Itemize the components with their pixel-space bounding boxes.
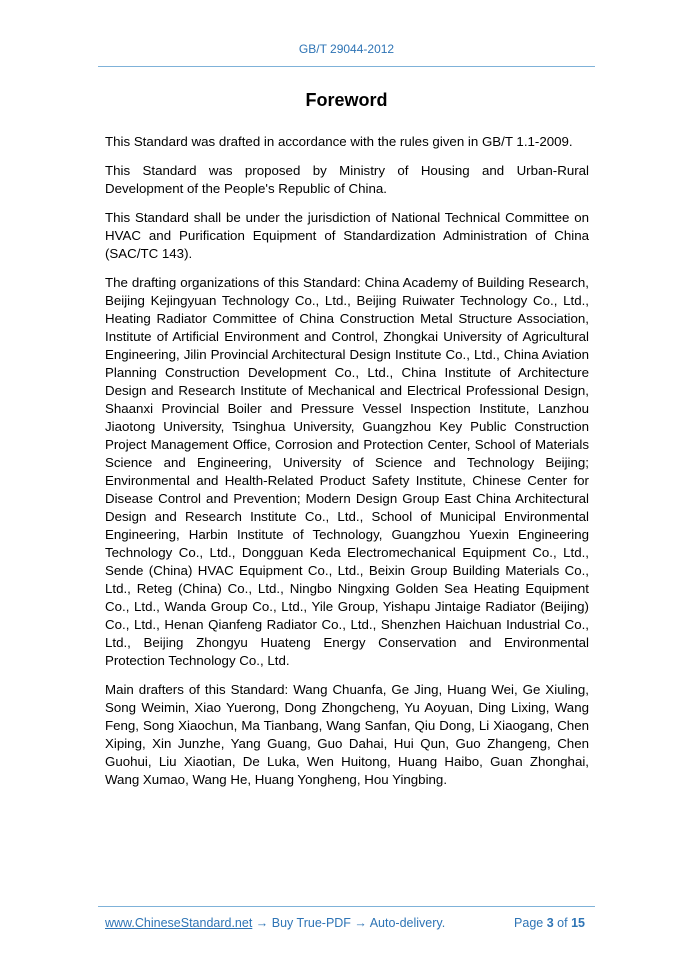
page-total: 15 — [571, 916, 585, 930]
footer-divider — [98, 906, 595, 907]
document-code: GB/T 29044-2012 — [298, 42, 395, 56]
foreword-body — [105, 133, 589, 800]
website-link[interactable]: www.ChineseStandard.net — [105, 916, 253, 930]
page-of: of — [557, 916, 568, 930]
paragraph-drafting-rules: This Standard was drafted in accordance with the rules given in GB/T 1.1-2009. — [105, 134, 573, 149]
page-title: Foreword — [305, 90, 388, 110]
page-number — [514, 916, 585, 930]
footer-promo — [105, 916, 445, 930]
page-footer — [105, 916, 589, 930]
paragraph-proposed-by: This Standard was proposed by Ministry of Housing and Urban-Rural Development of the People's Republic of China. — [105, 163, 589, 196]
page-current: 3 — [546, 916, 554, 930]
paragraph-jurisdiction: This Standard shall be under the jurisdiction of National Technical Committee on HVAC and Purification Equipment of Standardization Administration of China (SAC/TC 143). — [105, 210, 589, 261]
paragraph-drafting-organizations: The drafting organizations of this Standard: China Academy of Building Research, Beijing Kejingyuan Technology Co., Ltd., Beijing Ruiwater Technology Co., Ltd., Heating Radiator Committee of China Construction Metal Structure Association, Institute of Artificial Environment and Control, Zhongkai University of Agricultural Engineering, Jilin Provincial Architectural Design Institute Co., Ltd., China Aviation Planning Construction Development Co., Ltd., China Institute of Architecture Design and Research Institute of Mechanical and Electrical Professional Design, Shaanxi Provincial Boiler and Pressure Vessel Inspection Institute, Lanzhou Jiaotong University, Tsinghua University, Guangzhou Key Public Construction Project Management Office, Corrosion and Protection Center, School of Materials Science and Engineering, University of Science and Technology Beijing; Environmental and Health-Related Product Safety Institute, Chinese Center for Disease Control and Prevention; Modern Design Group East China Architectural Design and Research Institute Co., Ltd., School of Municipal Environmental Engineering, Harbin Institute of Technology, Guangzhou Yuexin Engineering Technology Co., Ltd., Dongguan Keda Electromechanical Equipment Co., Ltd., Sende (China) HVAC Equipment Co., Ltd., Beixin Group Building Materials Co., Ltd., Reteg (China) Co., Ltd., Ningbo Ningxing Golden Sea Heating Equipment Co., Ltd., Wanda Group Co., Ltd., Yile Group, Yishapu Jintaige Radiator (Beijing) Co., Ltd., Henan Qianfeng Radiator Co., Ltd., Shenzhen Haichuan Industrial Co., Ltd., Beijing Zhongyu Huateng Energy Conservation and Environmental Protection Technology Co., Ltd. — [105, 275, 589, 668]
page-label: Page — [514, 916, 544, 930]
paragraph-main-drafters: Main drafters of this Standard: Wang Chuanfa, Ge Jing, Huang Wei, Ge Xiuling, Song Weimin, Xiao Yuerong, Dong Zhongcheng, Yu Aoyuan, Ding Lixing, Wang Feng, Song Xiaochun, Ma Tianbang, Wang Sanfan, Qiu Dong, Li Xiaogang, Chen Xiping, Xin Junzhe, Yang Guang, Guo Dahai, Hui Qun, Guo Zhangeng, Chen Guohui, Liu Xiaotian, De Luka, Wen Huitong, Huang Haibo, Guan Zhonghai, Wang Xumao, Wang He, Huang Yongheng, Hou Yingbing. — [105, 682, 589, 787]
footer-tagline: → Buy True-PDF → Auto-delivery. — [252, 916, 446, 930]
running-header — [98, 42, 595, 56]
header-divider — [98, 66, 595, 67]
